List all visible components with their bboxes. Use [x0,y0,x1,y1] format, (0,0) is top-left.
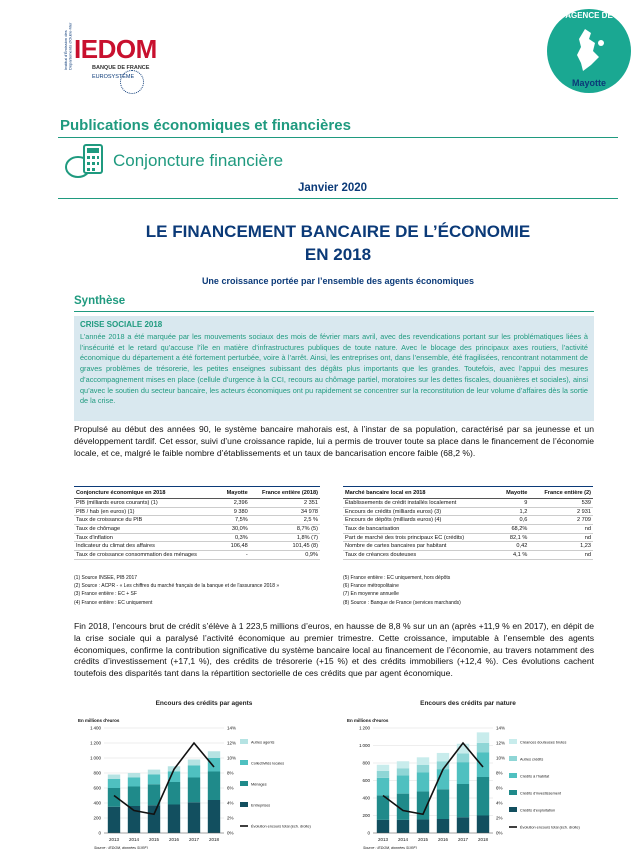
legend-swatch [509,756,517,761]
y2-tick-label: 6% [496,785,503,791]
table-cell: 2,396 [220,499,249,508]
note-line: (8) Source : Banque de France (services marchands) [343,599,461,606]
y-tick-label: 600 [93,785,101,791]
table-row [343,507,593,516]
section-heading-synthese: Synthèse [74,295,126,307]
crisis-box-text: L’année 2018 a été marquée par les mouvements sociaux des mois de février mars avril, avec des revendications portant sur les problématiques liées à l’insécurité et le retard qu’accuse l’île en matière d’infrastructures publiques de toute nature. Avec le blocage des principaux axes routiers, l’activité économique du département a été fortement perturbée, voire à l’arrêt. Ainsi, les entreprises ont, dans l’ensemble, été fragilisées, rencontrant notamment de graves problèmes de trésorerie, les petites enseignes subissant des dégâts plus importants que les grandes. Toutefois, avec l’appui des mesures d’accompagnement mises en place (cellule d’urgence à la CCI, recours au chômage partiel, moratoires sur les dettes fiscales, douanières et sociales), ainsi qu’avec le soutien du secteur bancaire, les acteurs économiques ont pu rapidement se concentrer sur la reconstitution de leur volume d’affaires dès la sortie de la crise. [80,332,588,406]
table-notes-left [74,574,334,607]
legend-label: Entreprises [251,803,271,808]
crisis-box [74,316,594,421]
table-cell: 2 351 [250,499,320,508]
chart-agents [74,710,344,855]
x-tick-label: 2015 [417,837,429,842]
bar-segment [377,771,389,778]
table-row [343,542,593,551]
legend-swatch [509,790,517,795]
table-cell: nd [529,525,593,534]
logo-wordmark: IEDOM [74,34,157,64]
agency-bottom-label: Mayotte [571,78,606,88]
bar-segment [148,805,160,833]
bar-segment [477,816,489,834]
mayotte-map-icon [571,27,607,73]
table-row [74,499,320,508]
legend-label: Autres agents [251,740,275,745]
table-row [343,551,593,560]
bar-segment [437,789,449,819]
publication-date: Janvier 2020 [298,182,368,194]
legend-label: Évolution encours total (éch. droite) [251,824,311,829]
bar-segment [417,765,429,772]
logo-vertical-text: Institut d'Émission des Départements d'Outre-Mer [63,22,73,70]
table-cell: 539 [529,499,593,508]
x-tick-label: 2016 [437,837,449,842]
y-tick-label: 1 400 [90,725,101,731]
chart-source: Source : IEDOM, données SURFI [363,846,417,850]
y-tick-label: 1 000 [359,743,370,748]
table-header: France entière (2) [529,487,593,499]
x-tick-label: 2014 [128,837,140,842]
main-title [58,220,618,266]
economic-table [74,486,320,560]
note-line: (4) France entière : EC uniquement [74,599,153,606]
legend-swatch [240,802,248,807]
series-title: Conjoncture financière [113,151,284,170]
iedom-logo [64,8,182,100]
intro-paragraph: Propulsé au début des années 90, le système bancaire mahorais est, à l’instar de sa population, caractérisé par sa jeunesse et un développement tardif. Cet essor, suivi d’une croissance rapide, lui a permis de trouver toute sa place dans le financement de l’économie locale, et ce, malgré le faible nombre d’établissements et un taux de bancarisation encore faible (68,2 %). [74,424,594,458]
y2-tick-label: 14% [227,725,237,731]
bar-segment [377,820,389,833]
y2-tick-label: 6% [227,785,234,791]
table-row [74,551,320,560]
bar-segment [188,802,200,833]
y2-tick-label: 4% [496,800,503,806]
legend-label: Créances douteuses brutes [520,740,567,745]
x-tick-label: 2015 [148,837,160,842]
y2-tick-label: 12% [227,740,237,746]
table-cell: 0,3% [220,533,249,542]
bar-segment [377,778,389,796]
table-cell: Taux d'inflation [74,533,220,542]
legend-swatch [509,773,517,778]
x-tick-label: 2014 [397,837,409,842]
credit-paragraph: Fin 2018, l’encours brut de crédit s’élève à 1 223,5 millions d’euros, en hausse de 8,8 % sur un an (après +11,9 % en 2017), en dépit de la crise sociale qui a paralysé l’activité économique au premier trimestre. Cette croissance, imputable à l’ensemble des agents économiques, confirme la contribution significative du système bancaire local au financement de l’économie, au travers notamment des crédits d’investissement (+17,1 %), des crédits de trésorerie (+15 %) et des crédits immobiliers (+12,4 %). Ces évolutions cachent toutefois des disparités tant dans la répartition sectorielle de ces crédits que par agent économique. [74,621,594,679]
table-cell: Part de marché des trois principaux EC (crédits) [343,533,498,542]
bar-segment [148,770,160,775]
agency-badge [544,5,634,100]
logo-subtitle-2: EUROSYSTÈME [92,74,135,80]
bar-segment [168,782,180,805]
legend-swatch [240,781,248,786]
y-tick-label: 0 [367,830,370,836]
table-row [74,516,320,525]
bar-segment [208,772,220,801]
bar-segment [457,784,469,817]
legend-label: Ménages [251,782,267,787]
table-cell: 101,45 (8) [250,542,320,551]
y-tick-label: 400 [93,800,101,806]
y2-tick-label: 0% [496,830,503,836]
bar-segment [457,753,469,762]
bar-segment [477,743,489,753]
y-tick-label: 1 200 [359,725,370,731]
table-cell: 34 978 [250,507,320,516]
banking-table [343,486,593,560]
bar-segment [208,751,220,758]
table-cell: PIB / hab (en euros) (1) [74,507,220,516]
table-cell: 0,6 [498,516,530,525]
legend-swatch [509,807,517,812]
y-tick-label: 200 [362,813,370,818]
note-line: (7) En moyenne annuelle [343,591,399,598]
table-cell: 2,5 % [250,516,320,525]
table-row [343,499,593,508]
table-cell: - [220,551,249,560]
table-cell: 7,5% [220,516,249,525]
table-cell: 1,23 [529,542,593,551]
main-title-line2: EN 2018 [304,245,372,264]
table-row [343,525,593,534]
table-cell: Taux de croissance du PIB [74,516,220,525]
y2-tick-label: 2% [227,815,234,821]
legend-swatch [240,760,248,765]
bar-segment [397,820,409,833]
bar-segment [208,758,220,772]
legend-label: Collectivités locales [251,761,285,766]
calculator-icon [64,143,106,178]
main-title-line1: LE FINANCEMENT BANCAIRE DE L’ÉCONOMIE [145,222,531,241]
bar-segment [477,753,489,778]
table-cell: Nombre de cartes bancaires par habitant [343,542,498,551]
bar-segment [108,779,120,788]
legend-label: Autres crédits [520,757,544,762]
bar-segment [417,757,429,764]
table-cell: Indicateur du climat des affaires [74,542,220,551]
y-tick-label: 1 000 [90,755,101,761]
bar-segment [437,753,449,761]
bar-segment [188,778,200,803]
header-divider [58,137,618,138]
y2-tick-label: 8% [496,770,503,776]
table-cell: Encours de dépôts (milliards euros) (4) [343,516,498,525]
table-cell: 8,7% (5) [250,525,320,534]
table-cell: nd [529,533,593,542]
chart-nature [343,710,603,855]
table-header: Marché bancaire local en 2018 [343,487,498,499]
table-header: France entière (2018) [250,487,320,499]
table-cell: 1,2 [498,507,530,516]
bar-segment [148,784,160,805]
bar-segment [397,761,409,768]
table-row [343,516,593,525]
y-tick-label: 200 [93,815,101,821]
bar-segment [457,762,469,784]
crisis-box-title: CRISE SOCIALE 2018 [80,320,163,329]
y2-tick-label: 8% [227,770,234,776]
table-cell: 2 709 [529,516,593,525]
x-tick-label: 2018 [208,837,220,842]
y2-tick-label: 10% [227,755,237,761]
table-cell: 9 [498,499,530,508]
y2-tick-label: 12% [496,740,506,746]
y-tick-label: 400 [362,795,370,801]
table-cell: PIB (milliards euros courants) (1) [74,499,220,508]
table-cell: 4,1 % [498,551,530,560]
note-line: (1) Source INSEE, PIB 2017 [74,575,138,581]
bar-segment [128,778,140,787]
bar-segment [417,772,429,791]
y2-tick-label: 10% [496,755,506,761]
table-header: Mayotte [220,487,249,499]
legend-label: Évolution encours total (éch. droite) [520,825,580,830]
y2-tick-label: 2% [496,815,503,821]
y-axis-label: En millions d'euros [347,718,389,723]
x-tick-label: 2017 [188,837,200,842]
table-cell: 9 380 [220,507,249,516]
agency-top-label: AGENCE DE [565,11,613,20]
y2-tick-label: 14% [496,725,506,731]
legend-label: Crédits à l'habitat [520,774,550,779]
table-cell: 106,48 [220,542,249,551]
table-cell: nd [529,551,593,560]
bar-segment [377,765,389,771]
bar-segment [477,777,489,816]
x-tick-label: 2018 [477,837,489,842]
table-cell: 1,8% (7) [250,533,320,542]
main-subtitle: Une croissance portée par l’ensemble des agents économiques [201,276,475,286]
bar-segment [108,807,120,833]
table-cell: 0,42 [498,542,530,551]
table-cell: Taux de créances douteuses [343,551,498,560]
table-cell: Encours de crédits (milliards euros) (3) [343,507,498,516]
y2-tick-label: 4% [227,800,234,806]
table-notes-right [343,574,593,607]
legend-swatch [240,739,248,744]
note-line: (6) France métropolitaine [343,583,399,590]
synthese-divider [74,311,594,312]
table-cell: Établissements de crédit installés localement [343,499,498,508]
bar-segment [188,766,200,778]
table-row [74,507,320,516]
bar-segment [128,787,140,807]
bar-segment [108,788,120,807]
table-cell: 2 931 [529,507,593,516]
note-line: (5) France entière : EC uniquement, hors dépôts [343,575,451,581]
date-divider [58,198,618,199]
bar-segment [437,819,449,833]
x-tick-label: 2017 [457,837,469,842]
y2-tick-label: 0% [227,830,234,836]
y-axis-label: En millions d'euros [78,718,120,723]
bar-segment [108,775,120,780]
table-row [343,533,593,542]
bar-segment [208,800,220,833]
table-cell: Taux de croissance consommation des ménages [74,551,220,560]
y-tick-label: 800 [93,770,101,776]
bar-segment [417,819,429,833]
table-cell: 0,9% [250,551,320,560]
logo-subtitle: BANQUE DE FRANCE [92,65,150,71]
chart-title-agents: Encours des crédits par agents [155,700,253,707]
table-cell: 30,0% [220,525,249,534]
y-tick-label: 0 [98,830,101,836]
bar-segment [188,760,200,766]
x-tick-label: 2013 [108,837,120,842]
bar-segment [457,817,469,833]
table-row [74,533,320,542]
table-cell: Taux de bancarisation [343,525,498,534]
bar-segment [477,732,489,743]
chart-title-nature: Encours des crédits par nature [420,700,516,707]
table-cell: 82,1 % [498,533,530,542]
y-tick-label: 800 [362,760,370,766]
note-line: (2) Source : ACPR - « Les chiffres du marché français de la banque et de l'assurance 2018 » [74,583,280,590]
legend-label: Crédits d'investissement [520,791,562,796]
table-cell: 68,2% [498,525,530,534]
publication-title: Publications économiques et financières [60,117,351,134]
table-header: Conjoncture économique en 2018 [74,487,220,499]
bar-segment [397,775,409,793]
bar-segment [148,775,160,785]
table-row [74,525,320,534]
bar-segment [168,805,180,834]
table-row [74,542,320,551]
x-tick-label: 2013 [377,837,389,842]
note-line: (3) France entière : EC + SF [74,591,137,598]
bar-segment [397,768,409,775]
chart-source: Source : IEDOM, données SURFI [94,846,148,850]
legend-label: Crédits d'exploitation [520,808,556,813]
bar-segment [128,773,140,778]
y-tick-label: 1 200 [90,740,101,746]
y-tick-label: 600 [362,778,370,783]
legend-swatch [509,739,517,744]
x-tick-label: 2016 [168,837,180,842]
table-cell: Taux de chômage [74,525,220,534]
table-header: Mayotte [498,487,530,499]
